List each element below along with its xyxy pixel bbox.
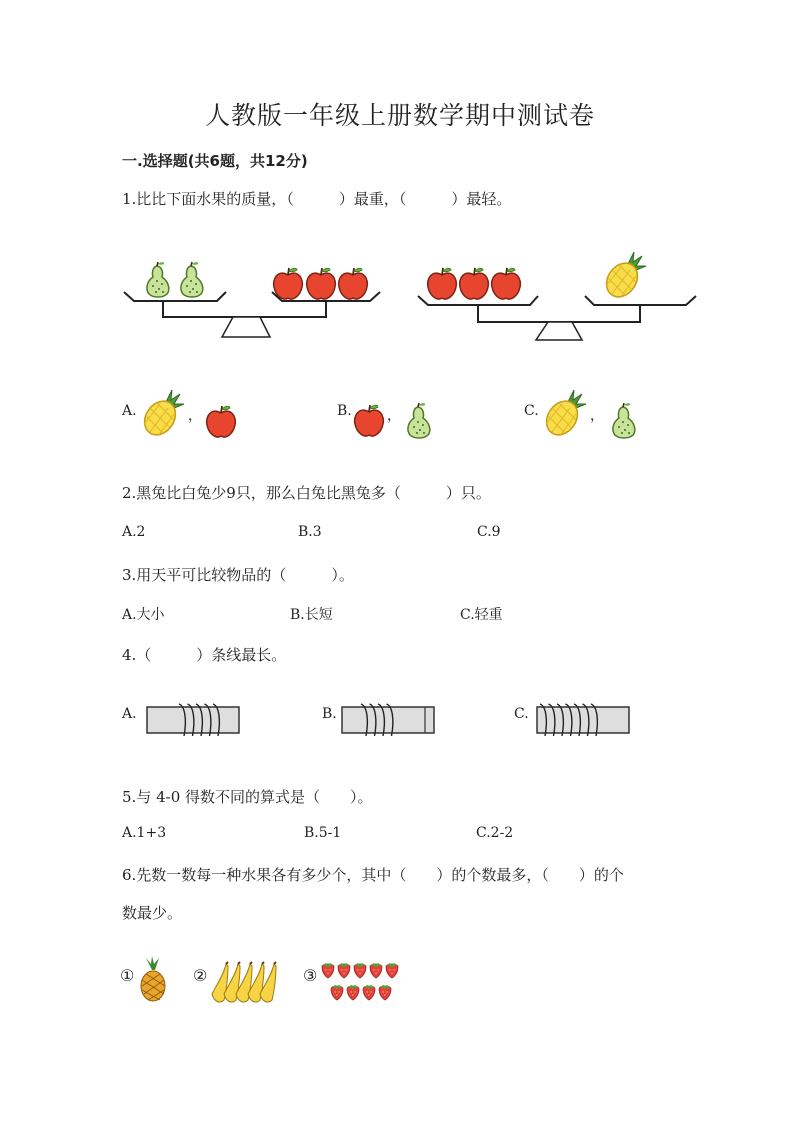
scale-left (124, 262, 380, 337)
coil-figure-b (341, 702, 437, 738)
strawberry-icon (354, 963, 366, 978)
strawberry-group (318, 962, 408, 1006)
banana-bunch (208, 960, 280, 1004)
q3-option-c[interactable]: C.轻重 (460, 607, 503, 623)
group-2-label: ② (193, 966, 208, 985)
strawberry-icon (363, 985, 375, 1000)
question-2: 2.黑兔比白兔少9只，那么白兔比黑兔多（ ）只。 (122, 484, 491, 502)
q1-option-b-label[interactable]: B. (337, 403, 352, 419)
pear-icon (181, 262, 203, 297)
group-3-label: ③ (303, 966, 318, 985)
pineapple-icon (540, 388, 590, 440)
question-6-line-1: 6.先数一数每一种水果各有多少个，其中（ ）的个数最多，（ ）的个 (122, 866, 624, 884)
strawberry-icon (338, 963, 350, 978)
question-4: 4.（ ）条线最长。 (122, 646, 287, 664)
q4-option-c-label[interactable]: C. (514, 706, 529, 722)
apple-icon (339, 268, 368, 299)
q1-option-a-label[interactable]: A. (122, 403, 137, 419)
pear-icon (404, 403, 434, 441)
pear-icon (609, 403, 639, 441)
q4-option-b-label[interactable]: B. (322, 706, 337, 722)
page-title: 人教版一年级上册数学期中测试卷 (204, 101, 595, 130)
group-1-label: ① (120, 966, 135, 985)
question-5: 5.与 4-0 得数不同的算式是（ ）。 (122, 788, 373, 806)
apple-icon (307, 268, 336, 299)
q2-option-b[interactable]: B.3 (298, 524, 322, 540)
apple-icon (274, 268, 303, 299)
q1-option-a-separator: ， (188, 408, 202, 424)
pineapple-icon (600, 252, 646, 303)
q1-option-b-separator: ， (387, 408, 401, 424)
strawberry-icon (379, 985, 391, 1000)
coil-figure-a (146, 702, 242, 738)
question-1: 1.比比下面水果的质量，（ ）最重，（ ）最轻。 (122, 190, 512, 208)
q5-option-b[interactable]: B.5-1 (304, 825, 342, 841)
q3-option-b[interactable]: B.长短 (290, 607, 333, 623)
section-heading: 一.选择题(共6题，共12分) (122, 152, 308, 170)
strawberry-icon (386, 963, 398, 978)
strawberry-icon (331, 985, 343, 1000)
strawberry-icon (322, 963, 334, 978)
apple-icon (428, 268, 457, 299)
q2-option-a[interactable]: A.2 (122, 524, 146, 540)
apple-icon (460, 268, 489, 299)
pineapple-icon (138, 388, 188, 440)
scale-right (418, 252, 696, 340)
pear-icon (147, 262, 169, 297)
q4-option-a-label[interactable]: A. (122, 706, 137, 722)
q2-option-c[interactable]: C.9 (477, 524, 501, 540)
q1-option-c-label[interactable]: C. (524, 403, 539, 419)
question-6-line-2: 数最少。 (122, 904, 183, 922)
question-3: 3.用天平可比较物品的（ ）。 (122, 566, 354, 584)
bar-rect (342, 707, 434, 733)
apple-icon (353, 404, 387, 440)
strawberry-icon (370, 963, 382, 978)
q3-option-a[interactable]: A.大小 (122, 607, 165, 623)
q1-option-c-separator: ， (590, 408, 604, 424)
q5-option-a[interactable]: A.1+3 (122, 825, 167, 841)
pineapple-icon (136, 958, 168, 1002)
apple-icon (205, 405, 239, 441)
apple-icon (492, 268, 521, 299)
strawberry-icon (347, 985, 359, 1000)
q5-option-c[interactable]: C.2-2 (476, 825, 514, 841)
coil-figure-c (536, 702, 632, 738)
bar-rect (537, 707, 629, 733)
